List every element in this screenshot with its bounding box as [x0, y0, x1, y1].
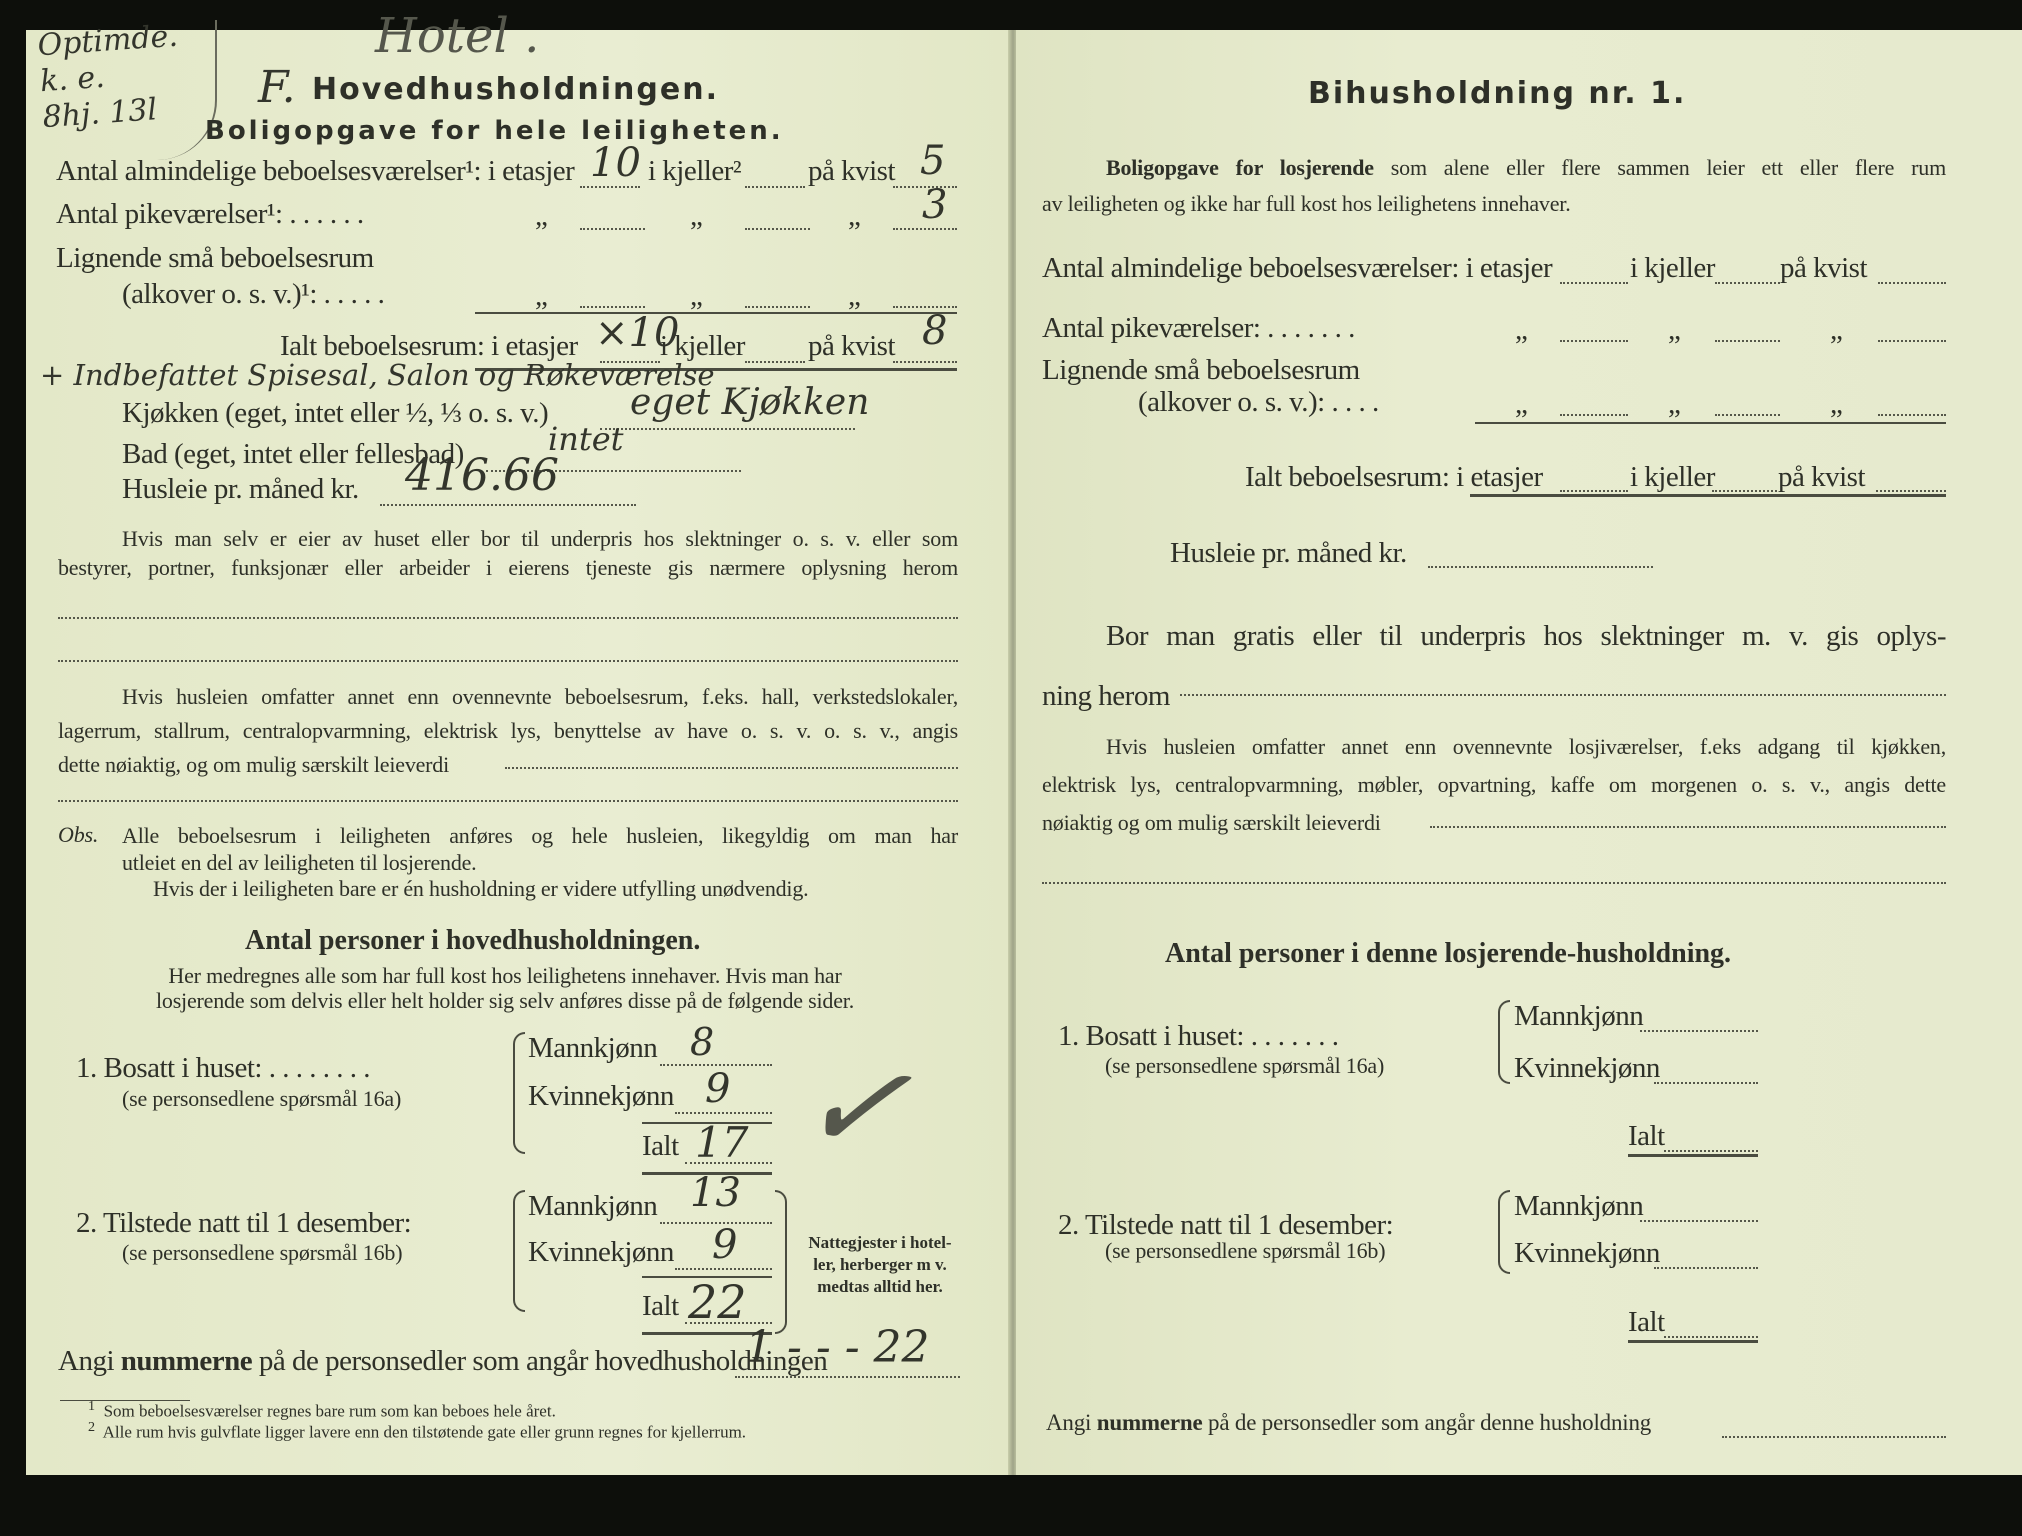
field-line — [1664, 1336, 1758, 1338]
ditto-mark: „ — [690, 280, 703, 312]
brace — [513, 1032, 525, 1154]
ditto-mark: „ — [848, 280, 861, 312]
field-line — [1560, 414, 1628, 416]
rent-label: Husleie pr. måned kr. — [1170, 537, 1407, 569]
kitchen-label: Kjøkken (eget, intet eller ½, ⅓ o. s. v.) — [122, 397, 549, 429]
paragraph-line: Her medregnes alle som har full kost hos leilighetens innehaver. Hvis man har — [168, 963, 842, 988]
paragraph-line: dette nøiaktig, og om mulig særskilt leieverdi — [58, 752, 450, 777]
present-total-value: 22 — [688, 1275, 747, 1329]
resident-label: 1. Bosatt i huset: . . . . . . . . — [76, 1052, 370, 1084]
sum-rule — [1475, 422, 1946, 424]
obs-note — [122, 822, 958, 876]
total-attic-value: 8 — [922, 308, 948, 354]
field-line — [380, 504, 636, 506]
sub-household-intro — [1042, 150, 1946, 222]
field-line — [893, 361, 957, 363]
rent-label: Husleie pr. måned kr. — [122, 473, 359, 505]
brace — [1498, 1190, 1510, 1274]
total-label: Ialt — [642, 1130, 679, 1162]
attic-label: på kvist — [1778, 461, 1866, 493]
similar-rooms-label: Lignende små beboelsesrum — [56, 242, 374, 274]
obs-note-line: Hvis der i leiligheten bare er én husholdning er videre utfylling unødvendig. — [153, 876, 809, 901]
resident-female-value: 9 — [705, 1066, 731, 1112]
field-line — [1430, 826, 1946, 828]
basement-label: i kjeller — [1630, 461, 1715, 493]
rooms-label: Antal almindelige beboelsesværelser: i etasjer — [1042, 252, 1553, 284]
paragraph-line: Hvis husleien omfatter annet enn ovennevnte beboelsesrum, f.eks. hall, verkstedslokaler, — [122, 684, 958, 709]
margin-note-line: 8hj. 13l — [41, 92, 159, 136]
paragraph-line: lagerrum, stallrum, centralopvarmning, elektrisk lys, benyttelse av have o. s. v. o. s. v., angis — [58, 718, 958, 743]
bath-label: Bad (eget, intet eller fellesbad) — [122, 438, 464, 470]
paragraph-line: losjerende som delvis eller helt holder sig selv anføres disse på de følgende sider. — [155, 988, 854, 1013]
night-guests-note — [795, 1232, 965, 1298]
present-male-value: 13 — [690, 1170, 741, 1216]
paragraph-line: elektrisk lys, centralopvarmning, møbler, opvartning, kaffe om morgenen o. s. v., angis dette — [1042, 772, 1946, 797]
present-label: 2. Tilstede natt til 1 desember: — [1058, 1209, 1394, 1241]
persons-note — [90, 963, 920, 1013]
person-numbers-value: 1 - - - 22 — [745, 1322, 930, 1373]
field-line — [58, 617, 958, 619]
field-line — [1876, 490, 1946, 492]
checkmark-icon: ✓ — [789, 1023, 919, 1189]
sum-rule — [1628, 1340, 1758, 1343]
male-label: Mannkjønn — [1514, 1000, 1644, 1032]
extra-costs-note — [1042, 728, 1946, 842]
page-subtitle: Boligopgave for hele leiligheten. — [205, 116, 784, 146]
male-label: Mannkjønn — [1514, 1190, 1644, 1222]
footnote-mark: 2 — [88, 1419, 96, 1435]
field-line — [1654, 1082, 1758, 1084]
resident-total-value: 17 — [695, 1118, 749, 1167]
basement-label: i kjeller² — [648, 155, 742, 187]
sum-rule — [1628, 1154, 1758, 1157]
note-line: ler, herberger m v. — [813, 1255, 947, 1274]
person-numbers-label — [1046, 1410, 1651, 1436]
field-line — [1715, 414, 1780, 416]
field-line — [1560, 490, 1628, 492]
field-line — [1180, 694, 1946, 696]
total-label: Ialt — [1628, 1306, 1665, 1338]
field-line — [505, 767, 958, 769]
total-label: Ialt — [1628, 1120, 1665, 1152]
paragraph-line: utleiet en del av leiligheten til losjerende. — [122, 850, 477, 875]
field-line — [580, 186, 640, 188]
field-line — [745, 186, 805, 188]
field-line — [600, 428, 855, 430]
total-rooms-label: Ialt beboelsesrum: i etasjer — [280, 330, 578, 362]
brace — [1498, 1000, 1510, 1084]
maid-rooms-label: Antal pikeværelser: . . . . . . . — [1042, 312, 1355, 344]
intro-bold-text: Boligopgave for losjerende — [1106, 155, 1374, 180]
field-line — [1640, 1220, 1758, 1222]
ditto-mark: „ — [1830, 388, 1843, 420]
ditto-mark: „ — [848, 200, 861, 232]
obs-label: Obs. — [58, 822, 99, 847]
present-subnote: (se personsedlene spørsmål 16b) — [122, 1240, 403, 1265]
present-female-value: 9 — [712, 1222, 738, 1268]
male-label: Mannkjønn — [528, 1190, 658, 1222]
note-line: medtas alltid her. — [817, 1277, 943, 1296]
person-numbers-label — [58, 1345, 827, 1378]
field-line — [58, 660, 958, 662]
basement-label: i kjeller — [1630, 252, 1715, 284]
field-line — [1640, 1030, 1758, 1032]
label-text: på de personsedler som angår denne husholdning — [1208, 1410, 1652, 1435]
resident-subnote: (se personsedlene spørsmål 16a) — [122, 1086, 402, 1111]
paragraph-line: ning herom — [1042, 680, 1170, 712]
sum-rule — [1470, 494, 1946, 497]
rooms-attic-value: 5 — [920, 138, 946, 184]
rooms-floors-value: 10 — [590, 140, 641, 186]
label-text: på de personsedler som angår hovedhusholdningen — [258, 1345, 828, 1377]
male-label: Mannkjønn — [528, 1032, 658, 1064]
maid-rooms-label: Antal pikeværelser¹: . . . . . . — [56, 198, 364, 230]
attic-label: på kvist — [808, 155, 896, 187]
paragraph-line: Hvis husleien omfatter annet enn ovennevnte losjiværelser, f.eks adgang til kjøkken, — [1106, 734, 1946, 759]
female-label: Kvinnekjønn — [1514, 1052, 1660, 1084]
field-line — [1715, 282, 1780, 284]
persons-heading: Antal personer i hovedhusholdningen. — [245, 925, 701, 956]
resident-label: 1. Bosatt i huset: . . . . . . . — [1058, 1020, 1339, 1052]
paragraph-line: nøiaktig og om mulig særskilt leieverdi — [1042, 810, 1381, 835]
present-label: 2. Tilstede natt til 1 desember: — [76, 1207, 412, 1239]
field-line — [58, 800, 958, 802]
bath-value: intet — [548, 420, 624, 458]
attic-label: på kvist — [808, 330, 896, 362]
female-label: Kvinnekjønn — [528, 1236, 674, 1268]
attic-label: på kvist — [1780, 252, 1868, 284]
sum-rule — [475, 312, 957, 314]
label-bold-text: nummerne — [120, 1345, 253, 1377]
label-text: Angi — [58, 1345, 114, 1377]
field-line — [745, 228, 810, 230]
ditto-mark: „ — [690, 200, 703, 232]
ditto-mark: „ — [1668, 388, 1681, 420]
margin-note-bracket — [30, 20, 217, 160]
maid-rooms-value: 3 — [922, 182, 948, 228]
intro-text: som alene eller flere sammen leier ett eller flere rum — [1390, 155, 1946, 180]
total-floors-value: ×10 — [595, 310, 680, 356]
field-line — [1560, 282, 1628, 284]
resident-male-value: 8 — [690, 1020, 715, 1064]
female-label: Kvinnekjønn — [528, 1080, 674, 1112]
field-line — [1042, 882, 1946, 884]
rent-value: 416.66 — [405, 450, 559, 501]
field-line — [1560, 340, 1628, 342]
ditto-mark: „ — [1515, 314, 1528, 346]
label-bold-text: nummerne — [1096, 1410, 1203, 1435]
brace — [513, 1190, 525, 1312]
margin-note-line: Optimde. — [36, 18, 179, 64]
rooms-label: Antal almindelige beboelsesværelser¹: i etasjer — [56, 155, 575, 187]
page-title: Hovedhusholdningen. — [312, 72, 719, 107]
field-line — [675, 1268, 772, 1270]
field-line — [745, 361, 805, 363]
ditto-mark: „ — [1515, 388, 1528, 420]
basement-label: i kjeller — [660, 330, 745, 362]
total-handwritten-note: + Indbefattet Spisesal, Salon og Røkeværelse — [40, 358, 715, 392]
ditto-mark: „ — [535, 200, 548, 232]
footnote-text: Alle rum hvis gulvflate ligger lavere enn den tilstøtende gate eller grunn regnes for kjellerrum. — [102, 1422, 747, 1442]
total-label: Ialt — [642, 1290, 679, 1322]
field-line — [1878, 414, 1946, 416]
footnote-text: Som beboelsesværelser regnes bare rum som kan beboes hele året. — [103, 1401, 556, 1421]
field-line — [1878, 340, 1946, 342]
paragraph-line: Alle beboelsesrum i leiligheten anføres og hele husleien, likegyldig om man har — [122, 823, 958, 848]
intro-text: av leiligheten og ikke har full kost hos leilighetens innehaver. — [1042, 191, 1571, 216]
field-line — [1715, 340, 1780, 342]
field-line — [893, 228, 957, 230]
footnote-mark: 1 — [88, 1398, 96, 1414]
resident-subnote: (se personsedlene spørsmål 16a) — [1105, 1053, 1385, 1078]
ditto-mark: „ — [1830, 314, 1843, 346]
field-line — [1722, 1436, 1946, 1438]
field-line — [1712, 490, 1777, 492]
brace — [775, 1190, 787, 1334]
note-line: Nattegjester i hotel- — [808, 1233, 952, 1252]
alcove-label: (alkover o. s. v.)¹: . . . . . — [122, 278, 385, 310]
free-housing-note — [1042, 606, 1946, 726]
field-line — [735, 1376, 960, 1378]
field-line — [675, 1112, 772, 1114]
household-letter-note: F. — [258, 62, 296, 113]
field-line — [1664, 1150, 1758, 1152]
alcove-label: (alkover o. s. v.): . . . . — [1138, 386, 1379, 418]
field-line — [1428, 566, 1653, 568]
paragraph-line: bestyrer, portner, funksjonær eller arbeider i eierens tjeneste gis nærmere oplysning herom — [58, 555, 958, 580]
persons-heading: Antal personer i denne losjerende-husholdning. — [1165, 938, 1732, 969]
field-line — [580, 228, 645, 230]
field-line — [745, 306, 810, 308]
field-line — [1654, 1267, 1758, 1269]
ditto-mark: „ — [535, 280, 548, 312]
paragraph-line: Bor man gratis eller til underpris hos slektninger m. v. gis oplys- — [1106, 620, 1946, 652]
footnote-2 — [88, 1419, 746, 1443]
label-text: Angi — [1046, 1410, 1092, 1435]
present-subnote: (se personsedlene spørsmål 16b) — [1105, 1238, 1386, 1263]
field-line — [580, 306, 645, 308]
hotel-handwritten-note: Hotel . — [375, 8, 540, 64]
female-label: Kvinnekjønn — [1514, 1237, 1660, 1269]
similar-rooms-label: Lignende små beboelsesrum — [1042, 354, 1360, 386]
paragraph-line: Hvis man selv er eier av huset eller bor til underpris hos slektninger o. s. v. eller som — [122, 526, 958, 551]
sub-household-title: Bihusholdning nr. 1. — [1308, 76, 1687, 111]
total-rooms-label: Ialt beboelsesrum: i etasjer — [1245, 461, 1543, 493]
owner-note — [58, 524, 958, 582]
ditto-mark: „ — [1668, 314, 1681, 346]
margin-note-line: k. e. — [38, 59, 106, 100]
kitchen-value: eget Kjøkken — [630, 382, 870, 423]
field-line — [1878, 282, 1946, 284]
